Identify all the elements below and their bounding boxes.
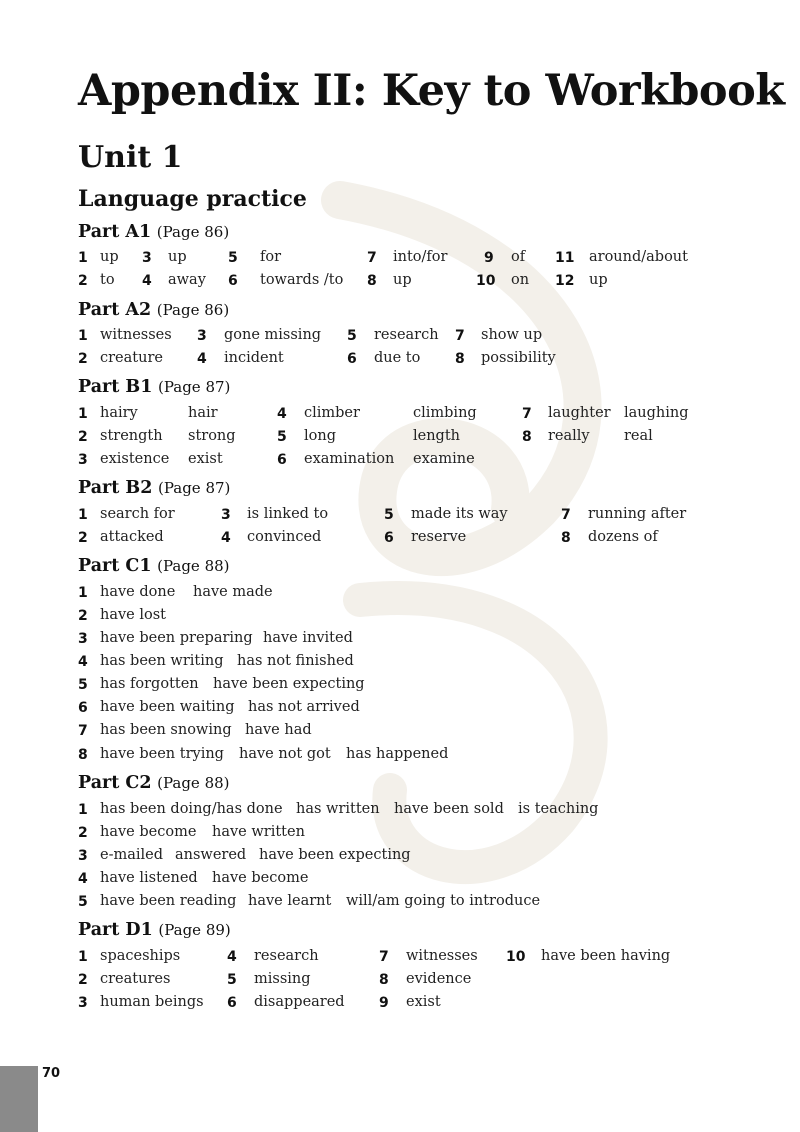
answer-text: missing — [254, 971, 311, 987]
answer-number: 2 — [78, 273, 88, 289]
answer-number: 4 — [227, 949, 237, 965]
answer-text: has written — [296, 801, 380, 817]
answer-text: up — [589, 272, 608, 288]
part-c1-heading — [78, 556, 230, 576]
answer-text: disappeared — [254, 994, 345, 1010]
answer-text: due to — [374, 350, 421, 366]
answer-number: 3 — [78, 848, 88, 864]
part-b2-heading — [78, 478, 230, 498]
answer-number: 3 — [78, 452, 88, 468]
answer-text: have not got — [239, 746, 331, 762]
answer-number: 2 — [78, 351, 88, 367]
answer-text: spaceships — [100, 948, 181, 964]
answer-number: 10 — [506, 949, 526, 965]
answer-number: 4 — [221, 530, 231, 546]
answer-text: have made — [193, 584, 273, 600]
answer-text: have been preparing — [100, 630, 253, 646]
part-name: Part D1 — [78, 920, 153, 940]
answer-number: 7 — [379, 949, 389, 965]
answer-text: will/am going to introduce — [346, 893, 541, 909]
answer-text: search for — [100, 506, 175, 522]
answer-text: of — [511, 249, 526, 265]
answer-number: 6 — [78, 700, 88, 716]
answer-number: 2 — [78, 530, 88, 546]
answer-number: 7 — [561, 507, 571, 523]
part-name: Part B2 — [78, 478, 153, 498]
answer-number: 3 — [78, 995, 88, 1011]
answer-text: existence — [100, 451, 170, 467]
answer-text: towards /to — [260, 272, 344, 288]
answer-number: 8 — [561, 530, 571, 546]
answer-text: has not arrived — [248, 699, 360, 715]
answer-number: 1 — [78, 507, 88, 523]
answer-number: 10 — [476, 273, 496, 289]
answer-text: is teaching — [518, 801, 599, 817]
answer-number: 2 — [78, 608, 88, 624]
answer-number: 12 — [555, 273, 575, 289]
answer-text: really — [548, 428, 590, 444]
answer-text: creatures — [100, 971, 171, 987]
answer-text: has happened — [346, 746, 449, 762]
answer-text: have invited — [263, 630, 353, 646]
answer-text: incident — [224, 350, 284, 366]
part-page: (Page 88) — [157, 774, 230, 792]
answer-text: laughing — [624, 405, 689, 421]
answer-text: strength — [100, 428, 163, 444]
answer-text: up — [168, 249, 187, 265]
answer-text: dozens of — [588, 529, 658, 545]
answer-text: for — [260, 249, 282, 265]
answer-text: length — [413, 428, 461, 444]
answer-text: attacked — [100, 529, 164, 545]
answer-text: long — [304, 428, 336, 444]
answer-number: 2 — [78, 972, 88, 988]
answer-text: made its way — [411, 506, 508, 522]
answer-text: exist — [188, 451, 223, 467]
answer-number: 7 — [367, 250, 377, 266]
answer-number: 1 — [78, 585, 88, 601]
answer-text: e-mailed — [100, 847, 164, 863]
part-name: Part B1 — [78, 377, 153, 397]
answer-number: 5 — [78, 677, 88, 693]
answer-number: 5 — [384, 507, 394, 523]
answer-text: have become — [212, 870, 309, 886]
page-number: 70 — [42, 1066, 61, 1081]
answer-text: on — [511, 272, 530, 288]
part-page: (Page 88) — [157, 557, 230, 575]
answer-text: evidence — [406, 971, 472, 987]
answer-text: exist — [406, 994, 441, 1010]
page-tab — [0, 1066, 38, 1132]
answer-text: have been expecting — [213, 676, 365, 692]
answer-number: 8 — [455, 351, 465, 367]
part-c2-heading — [78, 773, 230, 793]
answer-number: 1 — [78, 250, 88, 266]
answer-number: 4 — [197, 351, 207, 367]
answer-number: 4 — [78, 871, 88, 887]
answer-text: have written — [212, 824, 305, 840]
answer-text: gone missing — [224, 327, 322, 343]
answer-text: research — [374, 327, 439, 343]
part-name: Part C2 — [78, 773, 152, 793]
answer-text: reserve — [411, 529, 467, 545]
answer-text: have been waiting — [100, 699, 235, 715]
answer-number: 6 — [347, 351, 357, 367]
unit-heading: Unit 1 — [78, 140, 183, 175]
part-a1-heading — [78, 222, 229, 242]
answer-text: witnesses — [100, 327, 172, 343]
answer-text: has been writing — [100, 653, 224, 669]
answer-text: witnesses — [406, 948, 478, 964]
part-page: (Page 89) — [158, 921, 231, 939]
answer-text: have been sold — [394, 801, 504, 817]
answer-text: climber — [304, 405, 360, 421]
answer-text: have lost — [100, 607, 167, 623]
answer-text: strong — [188, 428, 236, 444]
answer-text: hairy — [100, 405, 138, 421]
part-page: (Page 86) — [156, 301, 230, 319]
answer-number: 3 — [197, 328, 207, 344]
answer-text: away — [168, 272, 206, 288]
answer-text: into/for — [393, 249, 448, 265]
answer-text: has been snowing — [100, 722, 232, 738]
answer-text: running after — [588, 506, 687, 522]
answer-text: up — [393, 272, 412, 288]
page-title: Appendix II: Key to Workbook — [78, 66, 785, 116]
answer-text: human beings — [100, 994, 204, 1010]
answer-number: 6 — [227, 995, 237, 1011]
answer-text: show up — [481, 327, 543, 343]
answer-text: have had — [245, 722, 312, 738]
answer-number: 3 — [78, 631, 88, 647]
answer-number: 3 — [221, 507, 231, 523]
part-name: Part A2 — [78, 300, 152, 320]
answer-number: 9 — [484, 250, 494, 266]
answer-text: to — [100, 272, 115, 288]
answer-text: climbing — [413, 405, 477, 421]
answer-number: 6 — [228, 273, 238, 289]
section-heading: Language practice — [78, 186, 307, 212]
answer-number: 7 — [78, 723, 88, 739]
answer-text: have listened — [100, 870, 198, 886]
answer-text: has forgotten — [100, 676, 199, 692]
answer-number: 8 — [522, 429, 532, 445]
answer-number: 5 — [227, 972, 237, 988]
answer-text: have been reading — [100, 893, 237, 909]
answer-text: up — [100, 249, 119, 265]
part-page: (Page 87) — [157, 479, 231, 497]
answer-number: 1 — [78, 949, 88, 965]
answer-number: 1 — [78, 406, 88, 422]
answer-number: 9 — [379, 995, 389, 1011]
answer-text: creature — [100, 350, 163, 366]
answer-number: 5 — [347, 328, 357, 344]
answer-number: 4 — [78, 654, 88, 670]
answer-number: 6 — [277, 452, 287, 468]
answer-number: 11 — [555, 250, 575, 266]
answer-number: 2 — [78, 429, 88, 445]
part-name: Part C1 — [78, 556, 152, 576]
answer-number: 7 — [522, 406, 532, 422]
answer-text: have done — [100, 584, 176, 600]
answer-text: convinced — [247, 529, 322, 545]
answer-text: have been having — [541, 948, 671, 964]
answer-number: 5 — [277, 429, 287, 445]
answer-text: have learnt — [248, 893, 332, 909]
answer-number: 7 — [455, 328, 465, 344]
part-name: Part A1 — [78, 222, 152, 242]
answer-text: real — [624, 428, 653, 444]
answer-number: 4 — [277, 406, 287, 422]
answer-number: 8 — [78, 747, 88, 763]
answer-number: 2 — [78, 825, 88, 841]
answer-number: 5 — [78, 894, 88, 910]
answer-text: possibility — [481, 350, 556, 366]
answer-text: has not finished — [237, 653, 354, 669]
answer-text: laughter — [548, 405, 611, 421]
part-b1-heading — [78, 377, 230, 397]
answer-text: have become — [100, 824, 197, 840]
answer-text: examination — [304, 451, 395, 467]
answer-number: 8 — [367, 273, 377, 289]
answer-number: 6 — [384, 530, 394, 546]
answer-number: 1 — [78, 802, 88, 818]
answer-number: 1 — [78, 328, 88, 344]
answer-text: around/about — [589, 249, 688, 265]
answer-text: research — [254, 948, 319, 964]
answer-number: 3 — [142, 250, 152, 266]
answer-text: hair — [188, 405, 218, 421]
answer-number: 5 — [228, 250, 238, 266]
answer-number: 8 — [379, 972, 389, 988]
answer-text: answered — [175, 847, 247, 863]
part-page: (Page 86) — [156, 223, 230, 241]
answer-text: is linked to — [247, 506, 329, 522]
answer-text: have been trying — [100, 746, 224, 762]
answer-text: examine — [413, 451, 475, 467]
answer-text: have been expecting — [259, 847, 411, 863]
answer-number: 4 — [142, 273, 152, 289]
part-a2-heading — [78, 300, 229, 320]
part-page: (Page 87) — [157, 378, 231, 396]
part-d1-heading — [78, 920, 231, 940]
answer-text: has been doing/has done — [100, 801, 283, 817]
